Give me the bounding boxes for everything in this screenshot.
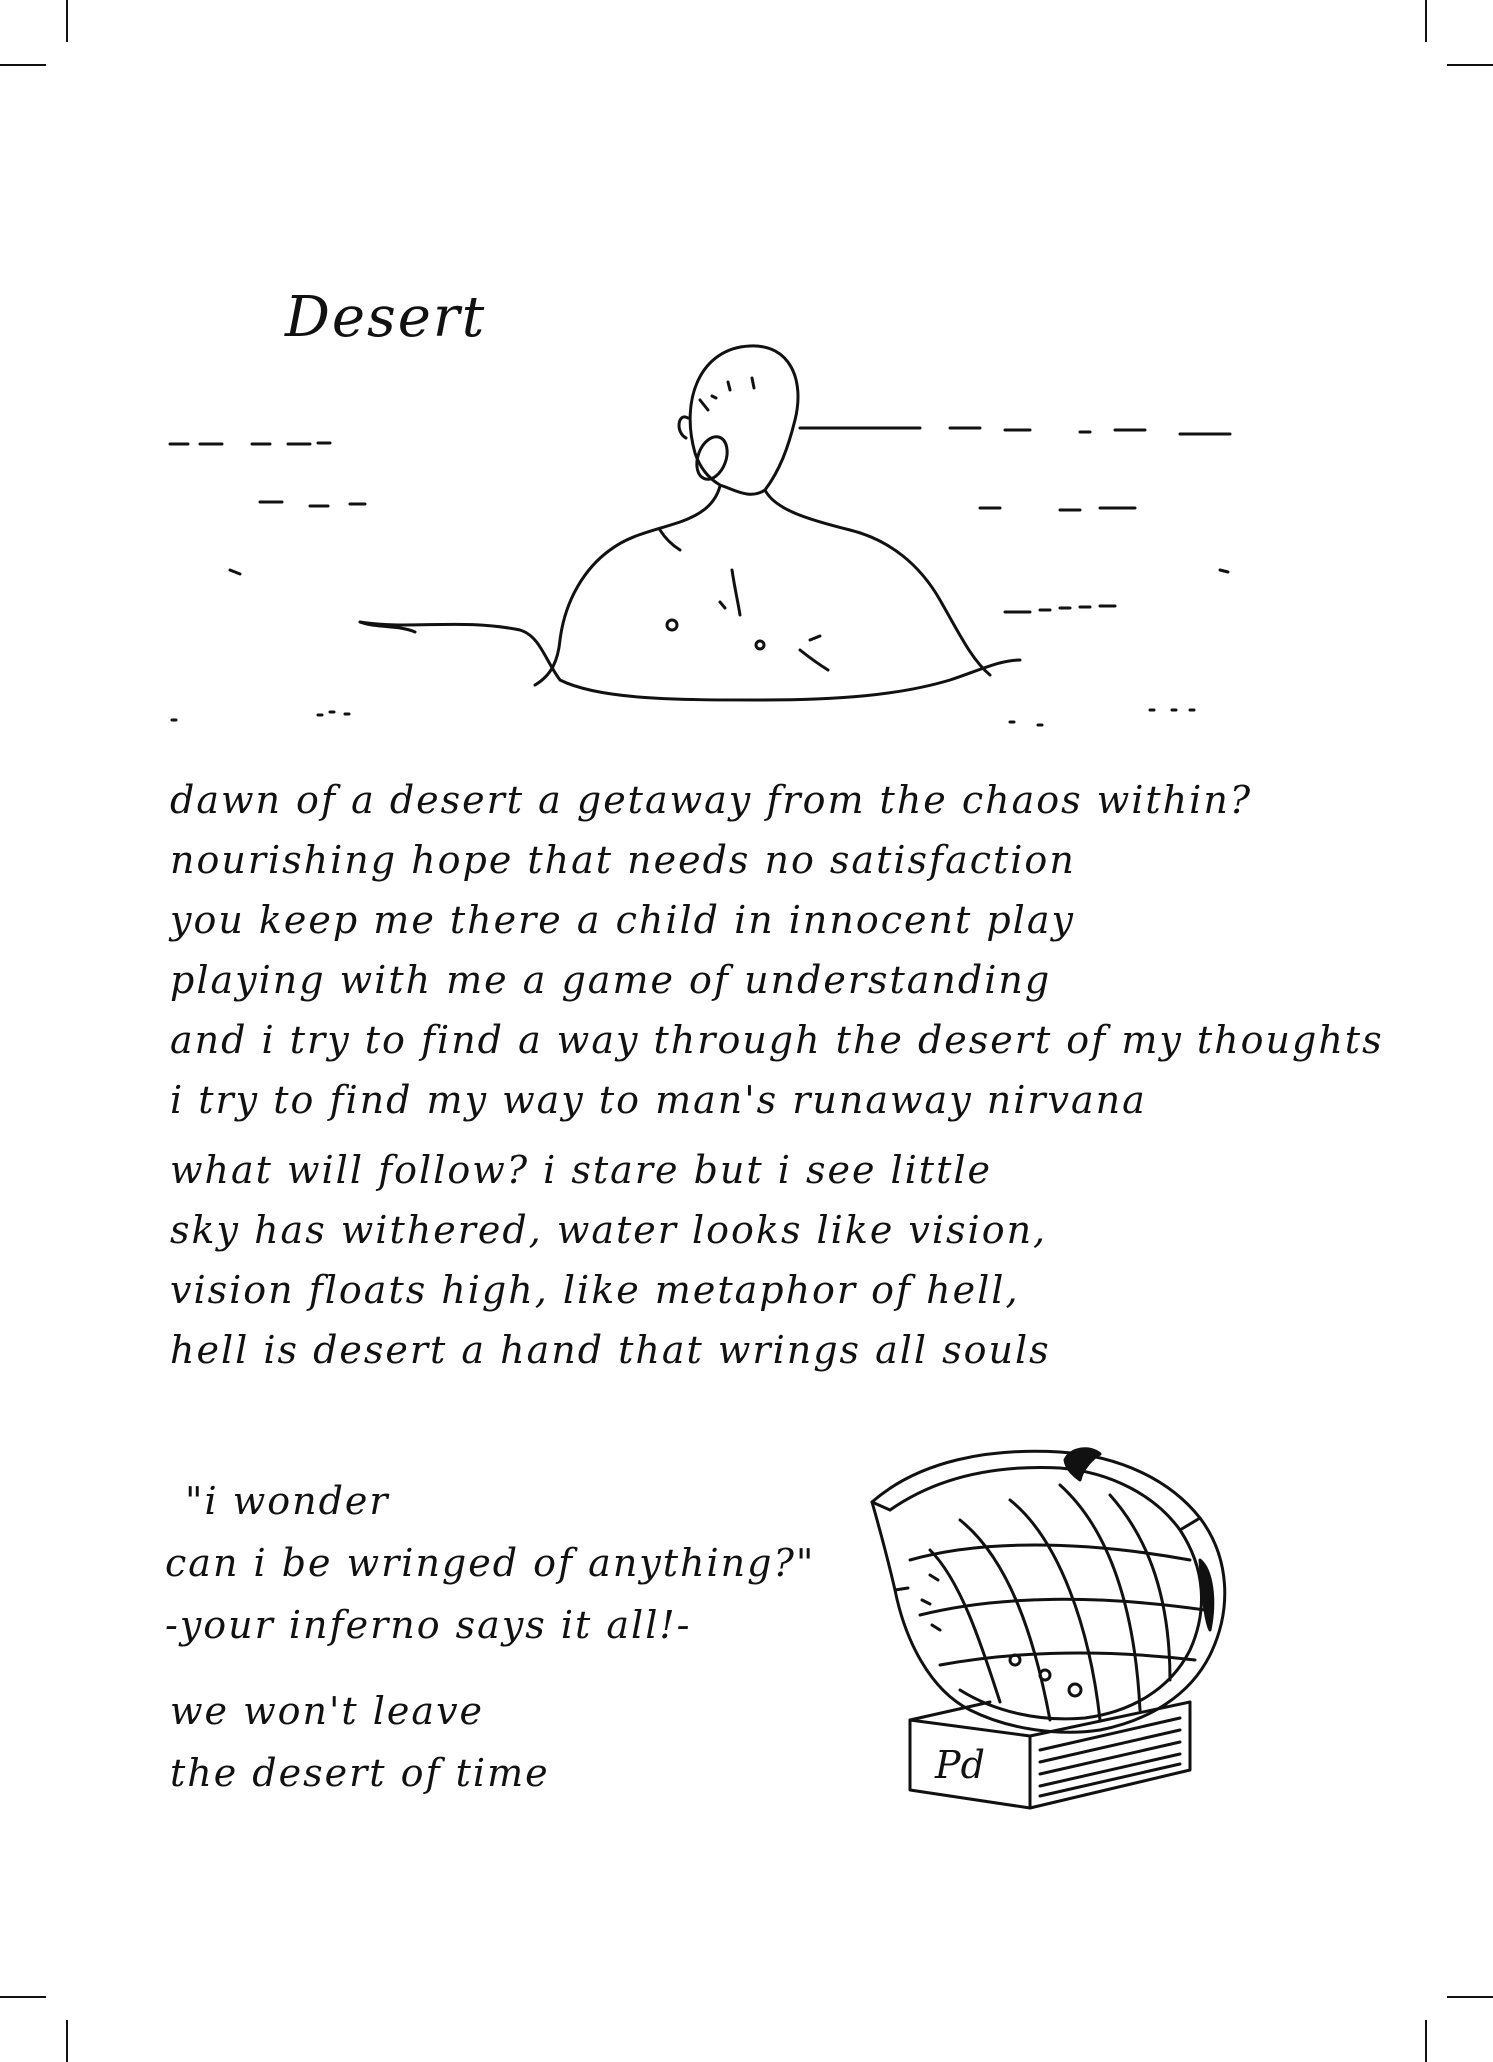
poem-line: playing with me a game of understanding	[170, 958, 1052, 1002]
crop-mark-bottom-left-h	[0, 1996, 46, 1998]
poem-line: what will follow? i stare but i see little	[170, 1148, 992, 1192]
poem-line: -your inferno says it all!-	[165, 1603, 692, 1647]
poem-line: vision floats high, like metaphor of hell,	[170, 1268, 1020, 1312]
poem-line: dawn of a desert a getaway from the chaos within?	[170, 778, 1253, 822]
pedestal-initials: Pd	[935, 1743, 985, 1787]
poem-line: can i be wringed of anything?"	[165, 1541, 816, 1585]
stanza-3	[165, 1470, 815, 1656]
poem-line: sky has withered, water looks like vision,	[170, 1208, 1048, 1252]
poem-line: nourishing hope that needs no satisfaction	[170, 838, 1076, 882]
crop-mark-top-right-v	[1425, 0, 1427, 42]
poem-line: hell is desert a hand that wrings all souls	[170, 1328, 1051, 1372]
poem-line: the desert of time	[170, 1751, 550, 1795]
crop-mark-bottom-right-h	[1447, 1996, 1493, 1998]
poem-line: and i try to find a way through the desert of my thoughts	[170, 1018, 1384, 1062]
poem-line: i try to find my way to man's runaway nirvana	[170, 1078, 1147, 1122]
poem-line: we won't leave	[170, 1689, 485, 1733]
poem-title: Desert	[285, 285, 487, 350]
poem-line: you keep me there a child in innocent play	[170, 898, 1075, 942]
crop-mark-top-left-h	[0, 64, 46, 66]
stanza-1	[170, 770, 1384, 1130]
crop-mark-top-left-v	[66, 0, 68, 42]
broken-globe-illustration	[860, 1440, 1240, 1820]
stanza-2	[170, 1140, 1051, 1380]
crop-mark-bottom-right-v	[1425, 2020, 1427, 2062]
man-in-desert-illustration	[160, 340, 1320, 740]
crop-mark-top-right-h	[1447, 64, 1493, 66]
crop-mark-bottom-left-v	[66, 2020, 68, 2062]
poem-line: "i wonder	[185, 1479, 390, 1523]
stanza-4	[170, 1680, 550, 1804]
